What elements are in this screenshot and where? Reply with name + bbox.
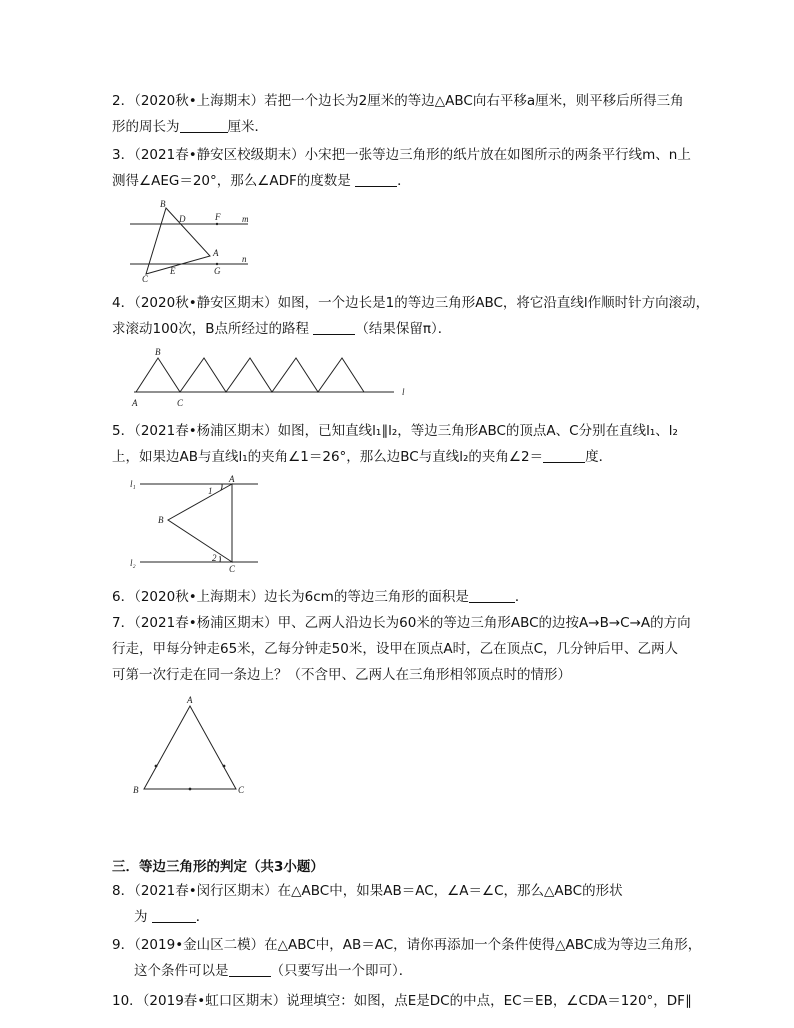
q4-rolling-triangles	[136, 358, 364, 392]
q3-line2-pre: 测得∠AEG＝20°，那么∠ADF的度数是	[112, 173, 351, 189]
q9-line2	[134, 962, 412, 980]
q3-line2	[112, 172, 411, 190]
q7-triangle	[144, 706, 236, 789]
q3-label-a: A	[213, 248, 219, 258]
q5-label-a: A	[229, 474, 235, 484]
q8-line2-post: ．	[195, 909, 210, 925]
q7-label-a: A	[187, 695, 193, 705]
q5-label-l2: l₂	[130, 558, 136, 568]
q3-label-e: E	[170, 266, 176, 276]
q5-line1: 5．（2021春•杨浦区期末）如图，已知直线l₁∥l₂，等边三角形ABC的顶点A、C分别在直线l₁、l₂	[112, 423, 678, 439]
section3-title: 三．等边三角形的判定（共3小题）	[112, 859, 324, 875]
q9-answer-blank[interactable]	[229, 962, 271, 977]
q5-label-c: C	[229, 564, 236, 574]
q7-point-ab	[155, 765, 158, 768]
q8-line2	[134, 908, 209, 926]
q3-label-f: F	[215, 212, 221, 222]
q4-label-b: B	[155, 347, 161, 357]
q7-line1: 7．（2021春•杨浦区期末）甲、乙两人沿边长为60米的等边三角形ABC的边按A→B→C→A的方向	[112, 615, 691, 631]
q2-answer-blank[interactable]	[180, 118, 228, 133]
q3-line2-post: ．	[397, 173, 411, 189]
q5-label-angle1: 1	[208, 486, 213, 496]
q4-label-l: l	[402, 387, 405, 397]
q5-label-b: B	[158, 515, 164, 525]
q7-label-c: C	[238, 785, 245, 795]
q7-line2: 行走，甲每分钟走65米，乙每分钟走50米，设甲在顶点A时，乙在顶点C，几分钟后甲、乙两人	[112, 641, 679, 657]
q3-label-b: B	[160, 199, 166, 209]
q2-line2-pre: 形的周长为	[112, 119, 180, 135]
q3-point-f	[216, 223, 218, 225]
q3-label-d: D	[179, 214, 186, 224]
q9-line2-pre: 这个条件可以是	[134, 963, 229, 979]
q5-label-angle2: 2	[212, 553, 217, 563]
q2-line1: 2．（2020秋•上海期末）若把一个边长为2厘米的等边△ABC向右平移a厘米，则平移后所得三角	[112, 93, 684, 109]
q3-label-c: C	[142, 274, 149, 284]
q4-label-c: C	[177, 398, 184, 408]
q3-label-g: G	[214, 266, 221, 276]
q4-answer-blank[interactable]	[313, 320, 355, 335]
q10-line1: 10．（2019春•虹口区期末）说理填空：如图，点E是DC的中点，EC＝EB，∠CDA＝120°，DF∥	[112, 993, 692, 1009]
q7-point-ca	[223, 765, 226, 768]
q7-line3: 可第一次行走在同一条边上？（不含甲、乙两人在三角形相邻顶点时的情形）	[112, 667, 571, 683]
q4-label-a: A	[132, 398, 138, 408]
q5-figure	[128, 474, 268, 574]
q3-line1: 3．（2021春•静安区校级期末）小宋把一张等边三角形的纸片放在如图所示的两条平行线m、n上	[112, 147, 691, 163]
q4-figure	[126, 346, 416, 408]
q3-point-g	[216, 263, 218, 265]
q2-line2-post: 厘米．	[227, 119, 268, 135]
q5-angle1-arc	[221, 484, 222, 490]
q3-label-m: m	[242, 214, 249, 224]
q4-line2-pre: 求滚动100次，B点所经过的路程	[112, 321, 310, 337]
q5-line2	[112, 448, 612, 466]
q4-line2-post: （结果保留π）．	[355, 321, 452, 337]
q4-line2	[112, 320, 451, 338]
q6-line1	[112, 588, 528, 606]
q4-line1: 4．（2020秋•静安区期末）如图，一个边长是1的等边三角形ABC，将它沿直线l作顺时针方向滚动，	[112, 295, 710, 311]
q2-line2	[112, 118, 268, 136]
q6-line1-post: ．	[514, 589, 529, 605]
q5-answer-blank[interactable]	[543, 448, 585, 463]
q5-line2-pre: 上，如果边AB与直线l₁的夹角∠1＝26°，那么边BC与直线l₂的夹角∠2＝	[112, 449, 544, 465]
q6-answer-blank[interactable]	[469, 588, 515, 603]
q5-triangle	[168, 484, 232, 562]
q8-line2-pre: 为	[134, 909, 148, 925]
q9-line2-post: （只要写出一个即可）．	[270, 963, 413, 979]
q7-point-bc	[189, 788, 192, 791]
q3-label-n: n	[242, 254, 247, 264]
q8-line1: 8．（2021春•闵行区期末）在△ABC中，如果AB＝AC，∠A＝∠C，那么△ABC的形状	[112, 883, 623, 899]
q3-figure	[120, 198, 260, 284]
q6-line1-pre: 6．（2020秋•上海期末）边长为6cm的等边三角形的面积是	[112, 589, 469, 605]
q9-line1: 9．（2019•金山区二模）在△ABC中，AB＝AC，请你再添加一个条件使得△ABC成为等边三角形，	[112, 937, 702, 953]
q5-label-l1: l₁	[130, 479, 136, 489]
q5-line2-post: 度．	[585, 449, 613, 465]
q7-figure	[128, 694, 258, 798]
q8-answer-blank[interactable]	[152, 908, 196, 923]
q7-label-b: B	[133, 785, 139, 795]
q3-answer-blank[interactable]	[355, 172, 397, 187]
